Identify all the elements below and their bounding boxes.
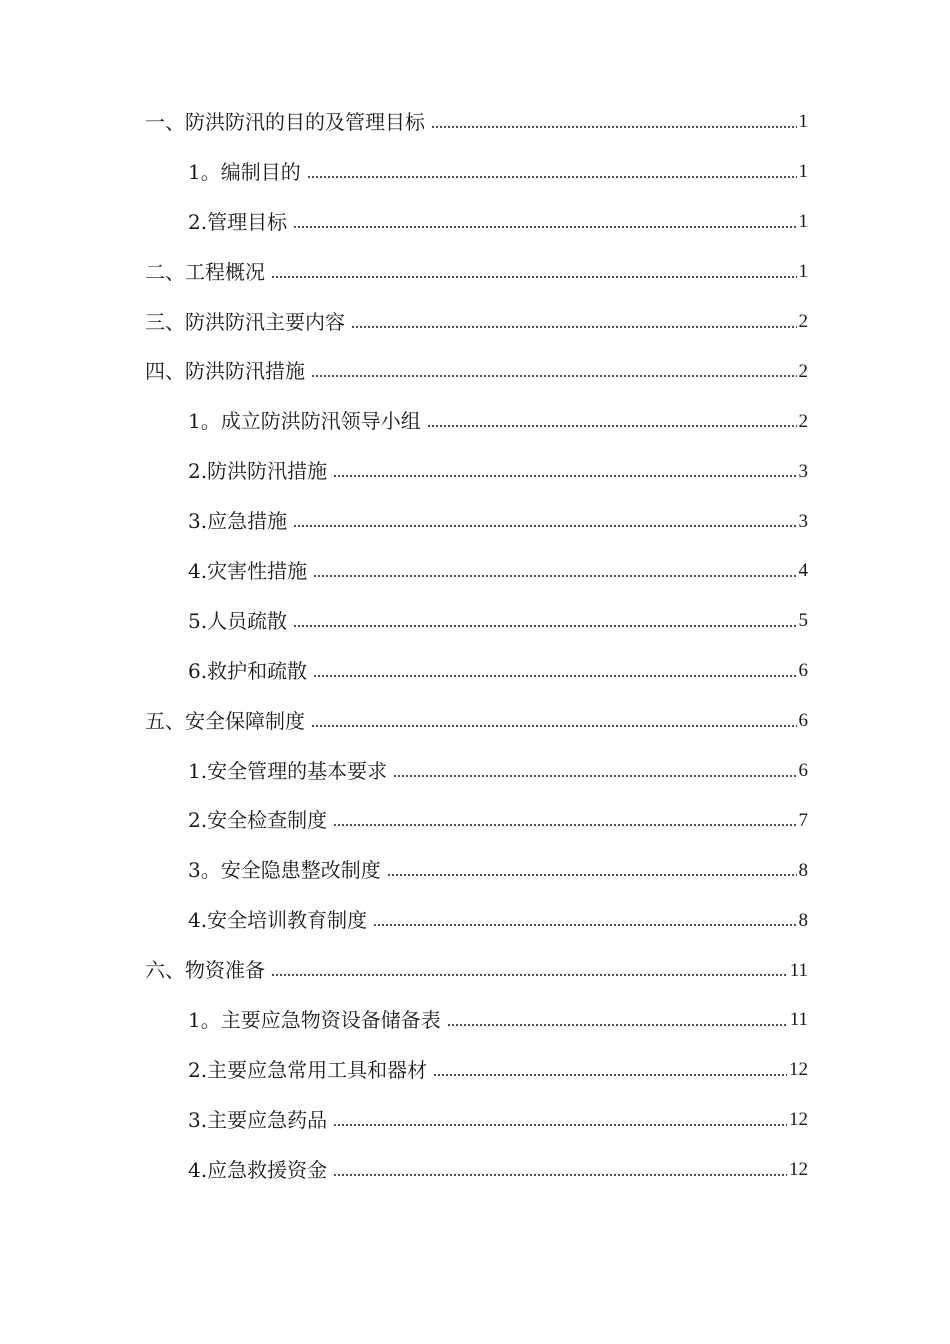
toc-page-number: 11 [789,959,808,981]
toc-dot-leader [447,1022,788,1028]
toc-entry-label: 2.防洪防汛措施 [188,459,328,484]
toc-entry-label: 1。成立防洪防汛领导小组 [188,409,421,434]
toc-page-number: 6 [798,660,808,682]
toc-page-number: 6 [798,760,808,782]
toc-page-number: 2 [798,311,808,332]
toc-dot-leader [333,1122,787,1128]
toc-entry-label: 6.救护和疏散 [188,658,308,683]
toc-entry-label: 六、物资准备 [145,958,265,983]
toc-dot-leader [387,872,797,878]
toc-dot-leader [373,922,796,928]
toc-subsection-entry[interactable] [0,746,950,796]
toc-entry-label: 2.管理目标 [188,209,288,234]
toc-entry-label: 二、工程概况 [145,259,265,284]
toc-dot-leader [311,373,797,379]
toc-dot-leader [333,822,796,828]
toc-dot-leader [313,673,796,679]
toc-subsection-entry[interactable] [0,1145,950,1195]
toc-subsection-entry[interactable] [0,446,950,496]
toc-page-number: 12 [789,1109,808,1131]
toc-subsection-entry[interactable] [0,795,950,845]
toc-dot-leader [293,523,796,529]
toc-entry-label: 三、防洪防汛主要内容 [145,309,345,334]
toc-dot-leader [333,473,796,479]
toc-dot-leader [271,274,797,280]
toc-page-number: 4 [798,560,808,582]
toc-subsection-entry[interactable] [0,546,950,596]
toc-subsection-entry[interactable] [0,596,950,646]
toc-subsection-entry[interactable] [0,845,950,895]
toc-dot-leader [431,124,797,130]
toc-entry-label: 1。主要应急物资设备储备表 [188,1007,441,1032]
toc-entry-label: 四、防洪防汛措施 [145,359,305,384]
toc-subsection-entry[interactable] [0,646,950,696]
toc-page-number: 8 [798,859,808,881]
toc-subsection-entry[interactable] [0,147,950,197]
toc-page-number: 8 [798,909,808,931]
toc-page-number: 1 [798,111,808,133]
toc-dot-leader [307,174,797,180]
toc-page-number: 1 [798,161,808,183]
toc-page-number: 2 [798,360,808,382]
toc-dot-leader [427,423,797,429]
toc-page-number: 1 [798,211,808,233]
toc-section-entry[interactable] [0,297,950,347]
toc-page-number: 3 [798,510,808,532]
toc-subsection-entry[interactable] [0,396,950,446]
toc-page-number: 5 [798,610,808,632]
toc-entry-label: 1.安全管理的基本要求 [188,758,388,783]
toc-entry-label: 3.应急措施 [188,509,288,534]
toc-dot-leader [333,1172,787,1178]
toc-page-number: 6 [798,710,808,732]
toc-section-entry[interactable] [0,945,950,995]
toc-subsection-entry[interactable] [0,197,950,247]
toc-page-number: 1 [798,261,808,283]
toc-section-entry[interactable] [0,346,950,396]
toc-page-number: 2 [798,410,808,432]
toc-section-entry[interactable] [0,97,950,147]
toc-subsection-entry[interactable] [0,1045,950,1095]
toc-entry-label: 5.人员疏散 [188,608,288,633]
toc-dot-leader [313,573,796,579]
toc-section-entry[interactable] [0,247,950,297]
toc-page-number: 12 [789,1159,808,1181]
table-of-contents [0,97,950,1195]
toc-dot-leader [393,773,796,779]
toc-subsection-entry[interactable] [0,995,950,1045]
toc-subsection-entry[interactable] [0,1095,950,1145]
toc-page-number: 7 [798,809,808,831]
toc-page-number: 11 [789,1009,808,1031]
toc-dot-leader [271,972,788,978]
toc-entry-label: 2.安全检查制度 [188,808,328,833]
toc-entry-label: 一、防洪防汛的目的及管理目标 [145,109,425,134]
toc-subsection-entry[interactable] [0,895,950,945]
toc-entry-label: 3.主要应急药品 [188,1107,328,1132]
toc-section-entry[interactable] [0,696,950,746]
toc-entry-label: 4.应急救援资金 [188,1157,328,1182]
toc-dot-leader [433,1072,787,1078]
toc-page-number: 3 [798,460,808,482]
toc-entry-label: 1。编制目的 [188,159,301,184]
toc-dot-leader [311,723,797,729]
toc-entry-label: 4.灾害性措施 [188,558,308,583]
toc-entry-label: 4.安全培训教育制度 [188,908,368,933]
toc-dot-leader [351,324,797,330]
toc-entry-label: 3。安全隐患整改制度 [188,858,381,883]
toc-dot-leader [293,224,796,230]
toc-page-number: 12 [789,1059,808,1081]
toc-dot-leader [293,623,796,629]
toc-entry-label: 五、安全保障制度 [145,708,305,733]
toc-entry-label: 2.主要应急常用工具和器材 [188,1057,428,1082]
toc-subsection-entry[interactable] [0,496,950,546]
